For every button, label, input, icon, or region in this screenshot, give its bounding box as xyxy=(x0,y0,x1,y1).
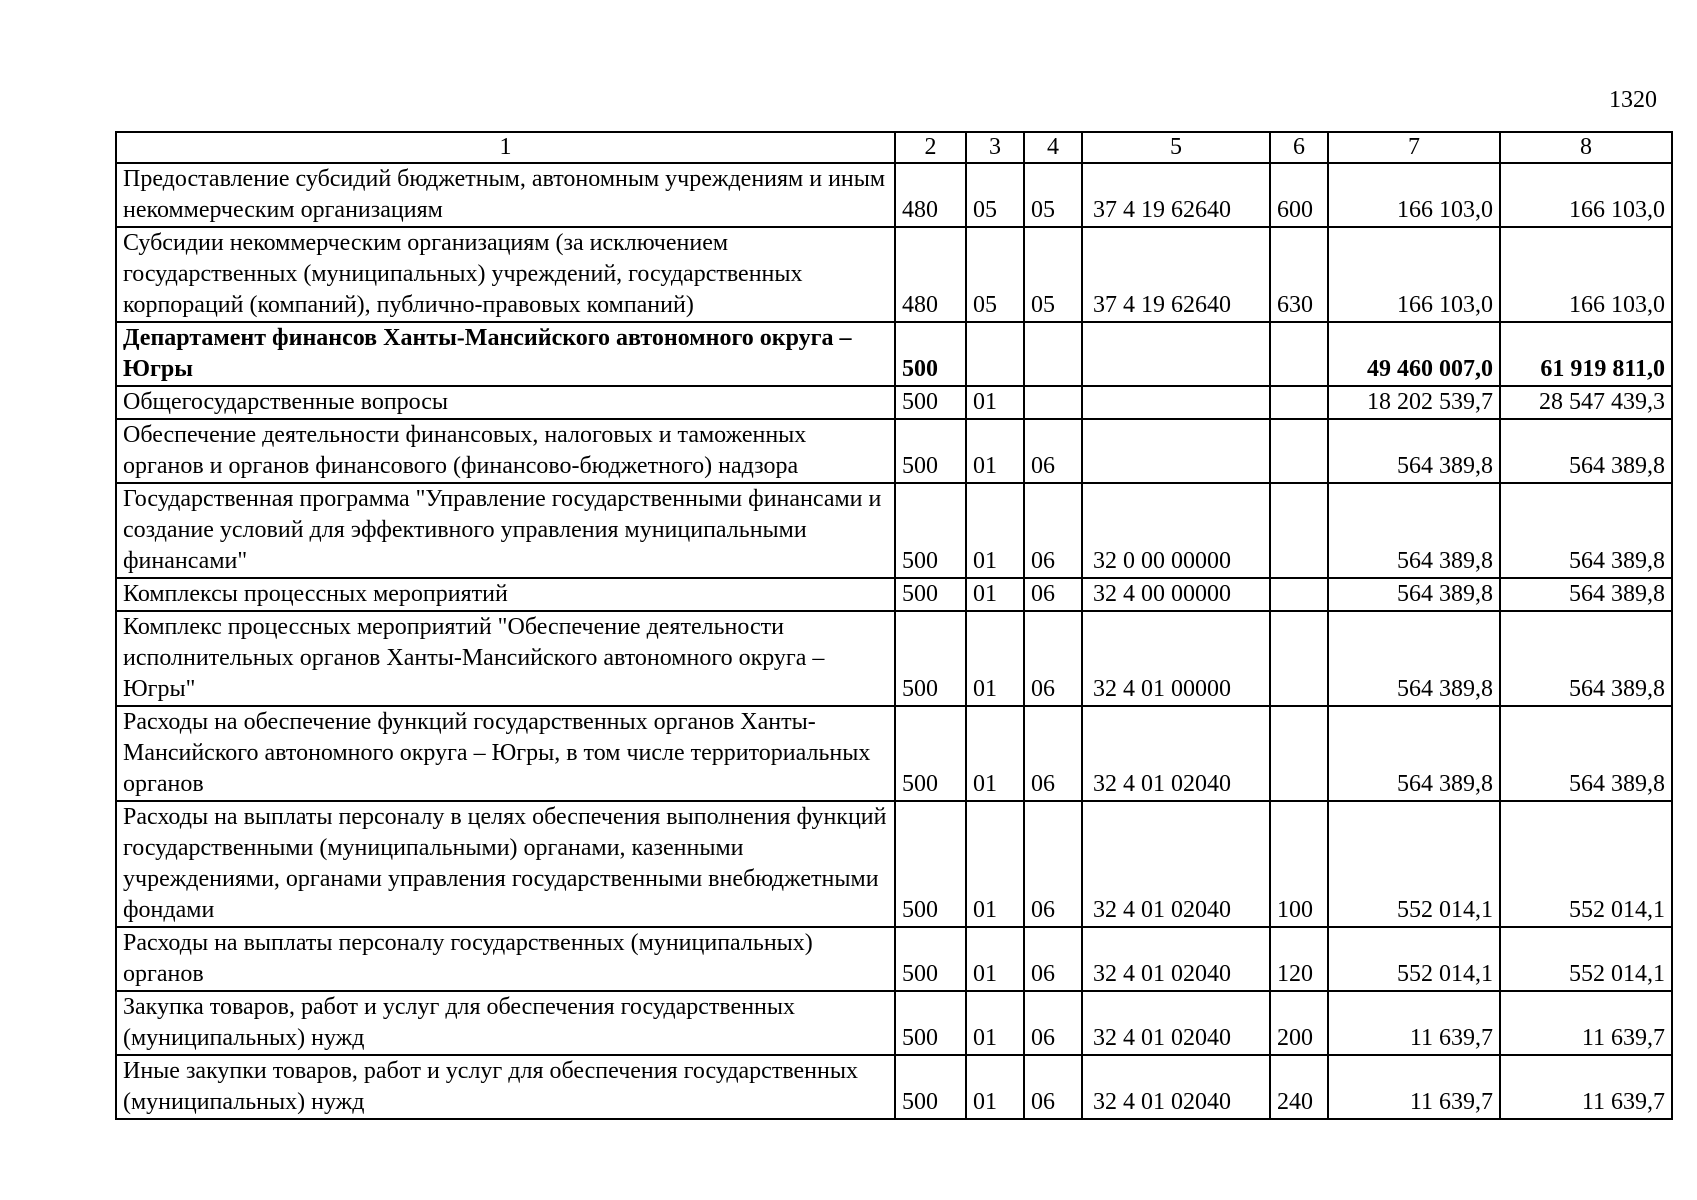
cell-target-article: 32 4 01 02040 xyxy=(1082,991,1270,1055)
cell-expense-type xyxy=(1270,578,1328,611)
cell-amount-col8: 552 014,1 xyxy=(1500,801,1672,927)
cell-expense-type: 600 xyxy=(1270,163,1328,227)
cell-expense-type xyxy=(1270,611,1328,706)
cell-ved: 500 xyxy=(895,927,966,991)
cell-target-article: 32 4 01 02040 xyxy=(1082,927,1270,991)
cell-amount-col8: 11 639,7 xyxy=(1500,991,1672,1055)
cell-ved: 500 xyxy=(895,801,966,927)
header-cell: 4 xyxy=(1024,132,1082,163)
header-cell: 7 xyxy=(1328,132,1500,163)
header-cell: 1 xyxy=(116,132,895,163)
cell-ved: 500 xyxy=(895,483,966,578)
cell-amount-col7: 564 389,8 xyxy=(1328,483,1500,578)
cell-section: 05 xyxy=(966,227,1024,322)
cell-amount-col7: 18 202 539,7 xyxy=(1328,386,1500,419)
cell-ved: 500 xyxy=(895,991,966,1055)
cell-target-article: 32 0 00 00000 xyxy=(1082,483,1270,578)
cell-name: Государственная программа "Управление государственными финансами и создание условий для эффективного управления муниципальными финансами" xyxy=(116,483,895,578)
table-row xyxy=(116,322,1672,386)
cell-name: Департамент финансов Ханты-Мансийского автономного округа – Югры xyxy=(116,322,895,386)
cell-amount-col8: 564 389,8 xyxy=(1500,611,1672,706)
cell-name: Общегосударственные вопросы xyxy=(116,386,895,419)
cell-amount-col8: 564 389,8 xyxy=(1500,578,1672,611)
cell-amount-col8: 61 919 811,0 xyxy=(1500,322,1672,386)
cell-subsection: 06 xyxy=(1024,706,1082,801)
cell-subsection: 06 xyxy=(1024,419,1082,483)
cell-expense-type xyxy=(1270,322,1328,386)
cell-name: Субсидии некоммерческим организациям (за исключением государственных (муниципальных) учреждений, государственных корпораций (компаний), публично-правовых компаний) xyxy=(116,227,895,322)
cell-ved: 500 xyxy=(895,578,966,611)
header-cell: 3 xyxy=(966,132,1024,163)
cell-section: 01 xyxy=(966,927,1024,991)
cell-subsection: 06 xyxy=(1024,801,1082,927)
table-row xyxy=(116,578,1672,611)
cell-name: Расходы на выплаты персоналу в целях обеспечения выполнения функций государственными (муниципальными) органами, казенными учреждениями, органами управления государственными внебюджетными фондами xyxy=(116,801,895,927)
cell-ved: 500 xyxy=(895,1055,966,1119)
table-row xyxy=(116,386,1672,419)
cell-ved: 480 xyxy=(895,163,966,227)
cell-expense-type: 240 xyxy=(1270,1055,1328,1119)
cell-subsection: 06 xyxy=(1024,578,1082,611)
cell-amount-col7: 564 389,8 xyxy=(1328,578,1500,611)
cell-amount-col8: 166 103,0 xyxy=(1500,163,1672,227)
header-cell: 6 xyxy=(1270,132,1328,163)
cell-subsection: 06 xyxy=(1024,483,1082,578)
budget-table xyxy=(115,131,1673,1120)
cell-expense-type xyxy=(1270,419,1328,483)
header-cell: 8 xyxy=(1500,132,1672,163)
cell-name: Иные закупки товаров, работ и услуг для обеспечения государственных (муниципальных) нужд xyxy=(116,1055,895,1119)
cell-name: Расходы на выплаты персоналу государственных (муниципальных) органов xyxy=(116,927,895,991)
cell-target-article: 32 4 00 00000 xyxy=(1082,578,1270,611)
cell-amount-col8: 166 103,0 xyxy=(1500,227,1672,322)
cell-amount-col7: 166 103,0 xyxy=(1328,163,1500,227)
cell-amount-col8: 11 639,7 xyxy=(1500,1055,1672,1119)
table-row xyxy=(116,419,1672,483)
header-row xyxy=(116,132,1672,163)
cell-expense-type: 200 xyxy=(1270,991,1328,1055)
cell-subsection: 06 xyxy=(1024,927,1082,991)
table-row xyxy=(116,227,1672,322)
cell-name: Комплексы процессных мероприятий xyxy=(116,578,895,611)
cell-name: Комплекс процессных мероприятий "Обеспечение деятельности исполнительных органов Ханты-Мансийского автономного округа – Югры" xyxy=(116,611,895,706)
cell-section: 01 xyxy=(966,706,1024,801)
cell-amount-col8: 552 014,1 xyxy=(1500,927,1672,991)
cell-subsection: 05 xyxy=(1024,227,1082,322)
cell-section: 01 xyxy=(966,578,1024,611)
cell-ved: 500 xyxy=(895,386,966,419)
header-cell: 2 xyxy=(895,132,966,163)
cell-ved: 500 xyxy=(895,419,966,483)
table-row xyxy=(116,483,1672,578)
cell-ved: 500 xyxy=(895,322,966,386)
cell-expense-type xyxy=(1270,386,1328,419)
cell-target-article: 32 4 01 02040 xyxy=(1082,706,1270,801)
cell-amount-col7: 564 389,8 xyxy=(1328,419,1500,483)
cell-section: 01 xyxy=(966,419,1024,483)
cell-target-article: 32 4 01 02040 xyxy=(1082,1055,1270,1119)
cell-name: Закупка товаров, работ и услуг для обеспечения государственных (муниципальных) нужд xyxy=(116,991,895,1055)
cell-ved: 500 xyxy=(895,706,966,801)
cell-name: Обеспечение деятельности финансовых, налоговых и таможенных органов и органов финансового (финансово-бюджетного) надзора xyxy=(116,419,895,483)
table-row xyxy=(116,163,1672,227)
cell-section: 01 xyxy=(966,386,1024,419)
cell-target-article xyxy=(1082,419,1270,483)
cell-amount-col8: 28 547 439,3 xyxy=(1500,386,1672,419)
cell-target-article xyxy=(1082,386,1270,419)
cell-expense-type xyxy=(1270,483,1328,578)
cell-target-article xyxy=(1082,322,1270,386)
page-number: 1320 xyxy=(1609,87,1657,113)
cell-subsection: 06 xyxy=(1024,611,1082,706)
cell-amount-col8: 564 389,8 xyxy=(1500,706,1672,801)
cell-expense-type: 120 xyxy=(1270,927,1328,991)
cell-target-article: 37 4 19 62640 xyxy=(1082,163,1270,227)
cell-amount-col7: 11 639,7 xyxy=(1328,991,1500,1055)
cell-amount-col7: 564 389,8 xyxy=(1328,611,1500,706)
cell-subsection xyxy=(1024,386,1082,419)
cell-section: 01 xyxy=(966,991,1024,1055)
cell-amount-col7: 49 460 007,0 xyxy=(1328,322,1500,386)
cell-amount-col7: 552 014,1 xyxy=(1328,927,1500,991)
cell-expense-type: 100 xyxy=(1270,801,1328,927)
table-body xyxy=(116,163,1672,1119)
header-cell: 5 xyxy=(1082,132,1270,163)
cell-section xyxy=(966,322,1024,386)
cell-expense-type xyxy=(1270,706,1328,801)
cell-amount-col7: 552 014,1 xyxy=(1328,801,1500,927)
cell-amount-col7: 564 389,8 xyxy=(1328,706,1500,801)
cell-section: 01 xyxy=(966,801,1024,927)
cell-target-article: 37 4 19 62640 xyxy=(1082,227,1270,322)
cell-subsection: 06 xyxy=(1024,991,1082,1055)
cell-amount-col7: 166 103,0 xyxy=(1328,227,1500,322)
table-row xyxy=(116,927,1672,991)
cell-name: Предоставление субсидий бюджетным, автономным учреждениям и иным некоммерческим организациям xyxy=(116,163,895,227)
cell-section: 01 xyxy=(966,483,1024,578)
cell-subsection: 06 xyxy=(1024,1055,1082,1119)
table-row xyxy=(116,991,1672,1055)
cell-subsection xyxy=(1024,322,1082,386)
table-row xyxy=(116,801,1672,927)
cell-ved: 480 xyxy=(895,227,966,322)
cell-amount-col8: 564 389,8 xyxy=(1500,483,1672,578)
cell-target-article: 32 4 01 02040 xyxy=(1082,801,1270,927)
cell-section: 05 xyxy=(966,163,1024,227)
cell-name: Расходы на обеспечение функций государственных органов Ханты-Мансийского автономного округа – Югры, в том числе территориальных органов xyxy=(116,706,895,801)
cell-target-article: 32 4 01 00000 xyxy=(1082,611,1270,706)
cell-section: 01 xyxy=(966,611,1024,706)
cell-expense-type: 630 xyxy=(1270,227,1328,322)
cell-section: 01 xyxy=(966,1055,1024,1119)
table-row xyxy=(116,611,1672,706)
cell-ved: 500 xyxy=(895,611,966,706)
cell-amount-col8: 564 389,8 xyxy=(1500,419,1672,483)
cell-amount-col7: 11 639,7 xyxy=(1328,1055,1500,1119)
table-row xyxy=(116,706,1672,801)
cell-subsection: 05 xyxy=(1024,163,1082,227)
table-row xyxy=(116,1055,1672,1119)
